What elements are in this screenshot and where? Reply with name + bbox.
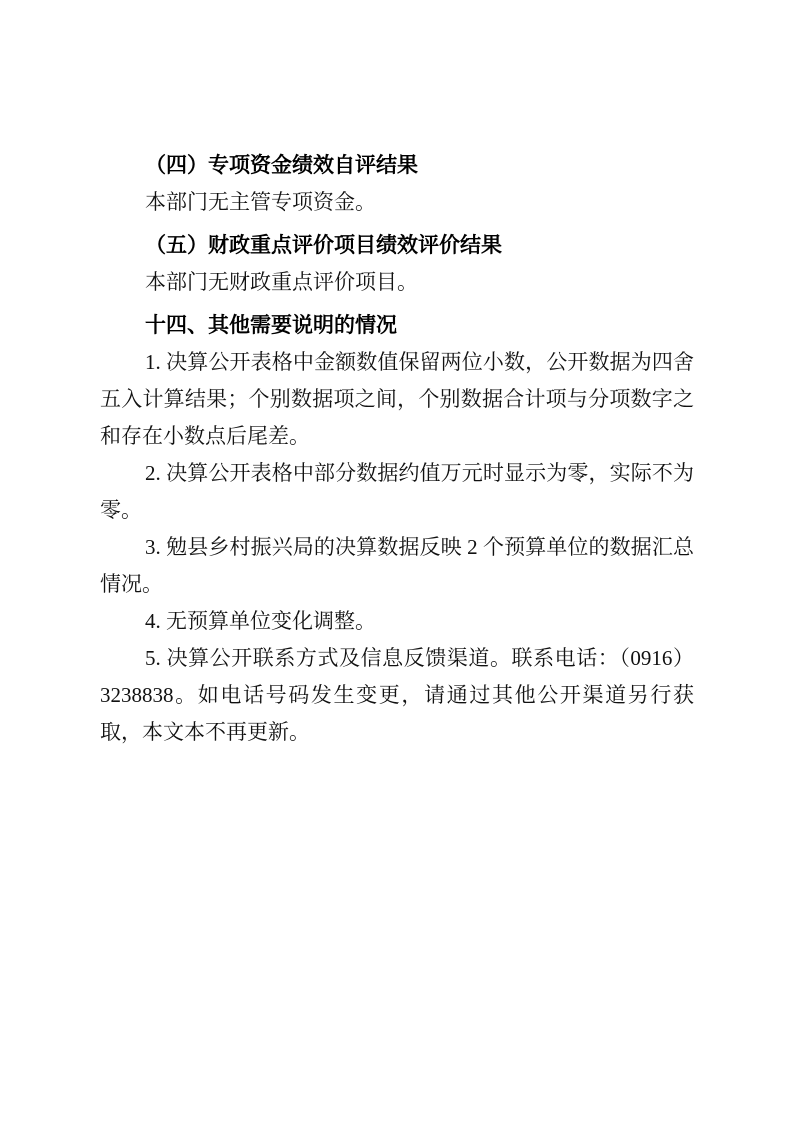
section-heading-5-key-evaluation-projects: （五）财政重点评价项目绩效评价结果 — [145, 233, 502, 257]
note-4-no-unit-changes: 4. 无预算单位变化调整。 — [145, 609, 376, 633]
section-heading-4-special-funds-performance: （四）专项资金绩效自评结果 — [145, 153, 418, 177]
document-body — [100, 141, 694, 751]
paragraph-no-key-evaluation-projects: 本部门无财政重点评价项目。 — [145, 270, 418, 294]
paragraph-no-special-funds: 本部门无主管专项资金。 — [145, 190, 376, 214]
note-5-contact-info: 5. 决算公开联系方式及信息反馈渠道。联系电话：（0916）3238838。如电话号码发生变更，请通过其他公开渠道另行获取，本文本不再更新。 — [100, 646, 694, 744]
note-2-zero-display: 2. 决算公开表格中部分数据约值万元时显示为零，实际不为零。 — [100, 461, 694, 522]
note-1-rounding: 1. 决算公开表格中金额数值保留两位小数，公开数据为四舍五入计算结果；个别数据项之间，个别数据合计项与分项数字之和存在小数点后尾差。 — [100, 350, 694, 448]
note-3-budget-units-summary: 3. 勉县乡村振兴局的决算数据反映 2 个预算单位的数据汇总情况。 — [100, 535, 694, 596]
section-heading-14-other-notes: 十四、其他需要说明的情况 — [145, 314, 397, 337]
